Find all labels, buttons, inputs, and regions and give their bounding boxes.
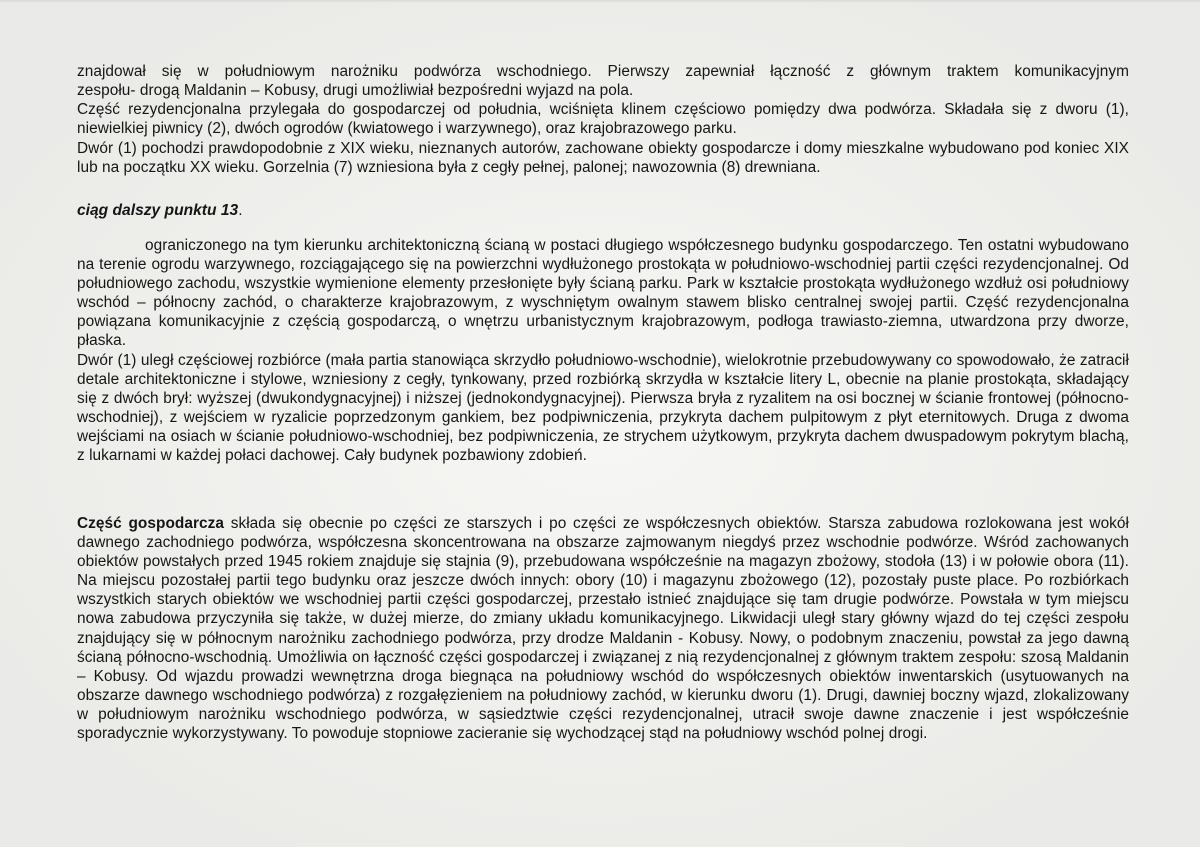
- section-heading-period: .: [238, 202, 243, 219]
- farm-part-text: składa się obecnie po części ze starszych i po części ze współczesnych obiektów. Starsza zabudowa rozlokowana jest wokół dawnego zachodniego podwórza, współczesna skoncentrowana na obszarze zajmowanym niegdyś przez wschodnie podwórze. Wśród zachowanych obiektów powstałych przed 1945 rokiem znajduje się stajnia (9), przebudowana współcześnie na magazyn zbożowy, stodoła (13) i w połowie obora (11). Na miejscu pozostałej partii tego budynku oraz jeszcze dwóch innych: obory (10) i magazynu zbożowego (12), pozostały puste place. Po rozbiórkach wszystkich starych obiektów we wschodniej partii części gospodarczej, przestało istnieć znajdujące się tam drugie podwórze. Powstała w tym miejscu nowa zabudowa przyczyniła się także, w dużej mierze, do zmiany układu komunikacyjnego. Likwidacji uległ stary główny wjazd do tej części zespołu znajdujący się w północnym narożniku zachodniego podwórza, przy drodze Maldanin - Kobusy. Nowy, o podobnym znaczeniu, powstał za jego dawną ścianą północno-wschodnią. Umożliwia on łączność części gospodarczej i związanej z nią rezydencjonalnej z głównym traktem zespołu: szosą Maldanin – Kobusy. Od wjazdu prowadzi wewnętrzna droga biegnąca na południowy wschód do współczesnych obiektów inwentarskich (usytuowanych na obszarze dawnego wschodniego podwórza) z rozgałęzieniem na południowy zachód, w kierunku dworu (1). Drugi, dawniej boczny wjazd, zlokalizowany w południowym narożniku wschodniego podwórza, w sąsiedztwie części rezydencjonalnej, utracił swoje dawne znaczenie i jest współcześnie sporadycznie wykorzystywany. To powoduje stopniowe zacieranie się wychodzącej stąd na południowy wschód polnej drogi.: [77, 515, 1130, 743]
- paragraph-farm-part: [77, 514, 1129, 743]
- scan-edge: [0, 0, 1200, 3]
- paragraph-manor-demolition: Dwór (1) uległ częściowej rozbiórce (mała partia stanowiąca skrzydło południowo-wschodnie), wielokrotnie przebudowywany co spowodowało, że zatracił detale architektoniczne i stylowe, wzniesiony z cegły, tynkowany, przed rozbiórką skrzydła w kształcie litery L, obecnie na planie prostokąta, składający się z dwóch brył: wyższej (dwukondygnacyjnej) i niższej (jednokondygnacyjnej). Pierwsza bryła z ryzalitem na osi bocznej w ścianie frontowej (północno-wschodniej), z wejściem w ryzalicie poprzedzonym gankiem, bez podpiwniczenia, przykryta dachem pulpitowym z płyt eternitowych. Druga z dwoma wejściami na osiach w ścianie południowo-wschodniej, bez podpiwniczenia, ze strychem użytkowym, przykryta dachem dwuspadowym pokrytym blachą, z lukarnami w każdej połaci dachowej. Cały budynek pozbawiony zdobień.: [77, 352, 1129, 465]
- text-line: zespołu- drogą Maldanin – Kobusy, drugi umożliwiał bezpośredni wyjazd na pola.: [77, 82, 634, 100]
- paragraph-manor-origin: Dwór (1) pochodzi prawdopodobnie z XIX wieku, nieznanych autorów, zachowane obiekty gospodarcze i domy mieszkalne wybudowano pod koniec XIX lub na początku XX wieku. Gorzelnia (7) wzniesiona była z cegły pełnej, palonej; nawozownia (8) drewniana.: [77, 140, 1129, 177]
- section-heading: [77, 201, 243, 220]
- text-line: znajdował się w południowym narożniku podwórza wschodniego. Pierwszy zapewniał łączność z głównym traktem komunikacyjnym: [77, 63, 1129, 80]
- paragraph-park-description: ograniczonego na tym kierunku architektoniczną ścianą w postaci długiego współczesnego budynku gospodarczego. Ten ostatni wybudowano na terenie ogrodu warzywnego, rozciągającego się na powierzchni wydłużonego prostokąta w południowo-wschodniej partii części rezydencjonalnej. Od południowego zachodu, wszystkie wymienione elementy przesłonięte były ścianą parku. Park w kształcie prostokąta wydłużonego wzdłuż osi południowy wschód – północny zachód, o charakterze krajobrazowym, z wyschniętym owalnym stawem blisko centralnej swojej partii. Część rezydencjonalna powiązana komunikacyjnie z częścią gospodarczą, o wnętrzu urbanistycznym krajobrazowym, podłoga trawiasto-ziemna, utwardzona przy dworze, płaska.: [77, 237, 1129, 350]
- farm-part-heading: Część gospodarcza: [77, 515, 224, 532]
- paragraph-residential-part: Część rezydencjonalna przylegała do gospodarczej od południa, wciśnięta klinem częściowo pomiędzy dwa podwórza. Składała się z dworu (1), niewielkiej piwnicy (2), dwóch ogrodów (kwiatowego i warzywnego), oraz krajobrazowego parku.: [77, 101, 1129, 138]
- section-heading-text: ciąg dalszy punktu 13: [77, 202, 239, 219]
- paragraph-gate-description: [77, 62, 1129, 100]
